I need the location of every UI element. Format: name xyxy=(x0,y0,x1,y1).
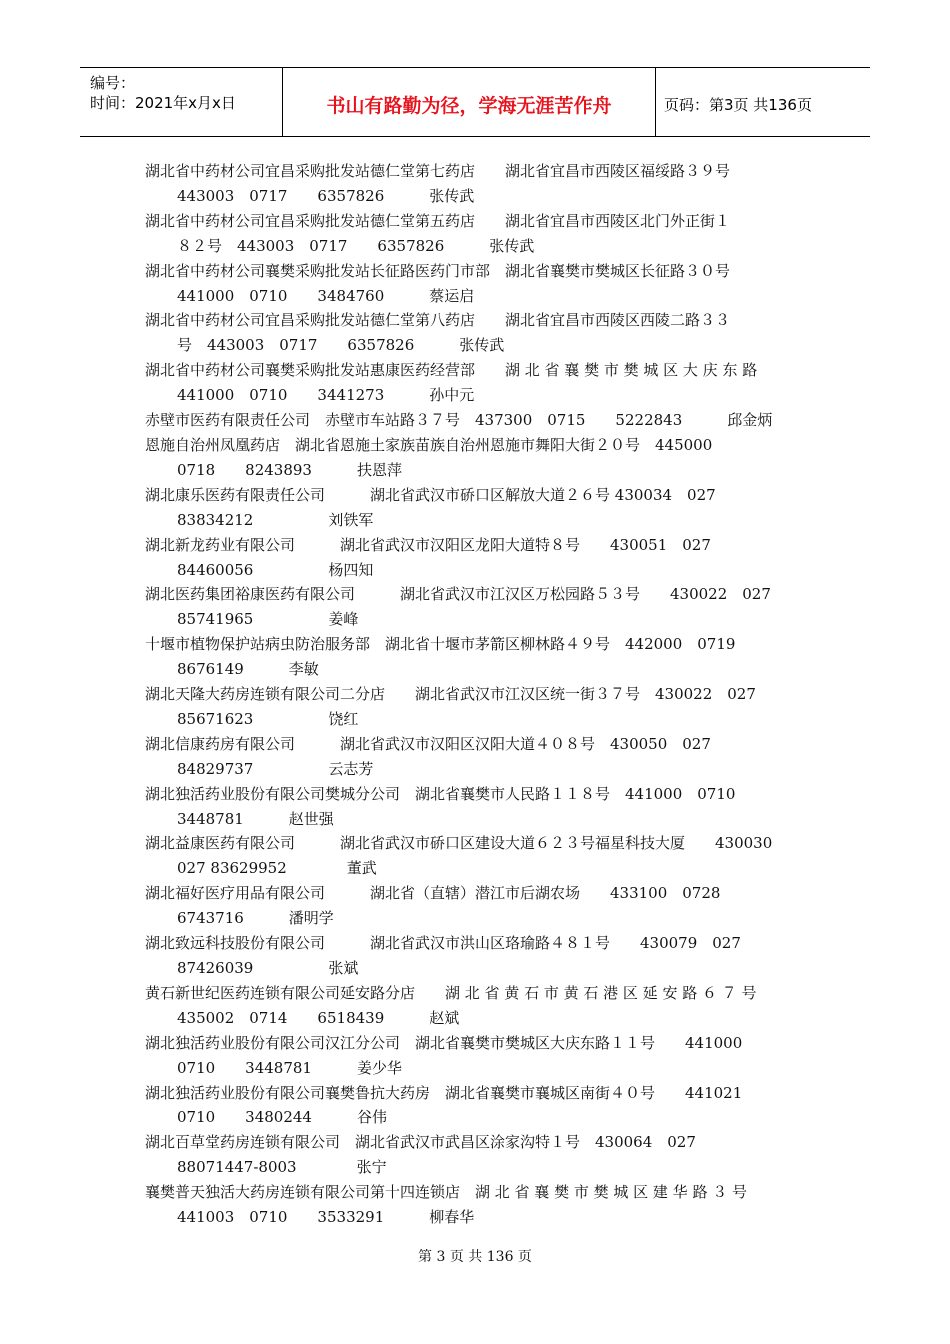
directory-list xyxy=(145,159,805,1230)
entry-line1: 湖北独活药业股份有限公司樊城分公司 湖北省襄樊市人民路１１８号 441000 0710 xyxy=(145,784,736,803)
entry-line1: 湖北医药集团裕康医药有限公司 湖北省武汉市江汉区万松园路５３号 430022 027 xyxy=(145,585,771,604)
entry-line1: 湖北省中药材公司襄樊采购批发站惠康医药经营部 湖 北 省 襄 樊 市 樊 城 区 大 庆 东 路 xyxy=(145,361,758,380)
entry-line1: 湖北省中药材公司宜昌采购批发站德仁堂第五药店 湖北省宜昌市西陵区北门外正街１ xyxy=(145,211,731,230)
entry-line1: 湖北独活药业股份有限公司汉江分公司 湖北省襄樊市樊城区大庆东路１１号 441000 xyxy=(145,1033,743,1052)
entry-line1: 湖北独活药业股份有限公司襄樊鲁抗大药房 湖北省襄樊市襄城区南街４０号 441021 xyxy=(145,1083,743,1102)
entry-line2: 0710 3480244 谷伟 xyxy=(177,1108,387,1127)
page-footer: 第 3 页 共 136 页 xyxy=(418,1249,532,1265)
entry-line1: 赤壁市医药有限责任公司 赤壁市车站路３７号 437300 0715 5222843 邱金炳 xyxy=(145,411,773,430)
header-meta xyxy=(80,68,283,136)
entry-line1: 湖北百草堂药房连锁有限公司 湖北省武汉市武昌区涂家沟特１号 430064 027 xyxy=(145,1133,696,1152)
entry-line1: 湖北天隆大药房连锁有限公司二分店 湖北省武汉市江汉区统一街３７号 430022 027 xyxy=(145,685,756,704)
header-page-info: 页码：第3页 共136页 xyxy=(664,95,812,114)
list-item xyxy=(145,931,805,981)
list-item xyxy=(145,209,805,259)
entry-line1: 湖北福好医疗用品有限公司 湖北省（直辖）潜江市后湖农场 433100 0728 xyxy=(145,884,721,903)
entry-line2: 85671623 饶红 xyxy=(177,709,359,728)
list-item xyxy=(145,831,805,881)
entry-line1: 湖北省中药材公司襄樊采购批发站长征路医药门市部 湖北省襄樊市樊城区长征路３０号 xyxy=(145,261,731,280)
date-label: 时间：2021年x月x日 xyxy=(90,94,236,112)
entry-line2: 88071447-8003 张宁 xyxy=(177,1158,387,1177)
entry-line2: 84829737 云志芳 xyxy=(177,759,374,778)
entry-line2: 85741965 姜峰 xyxy=(177,610,359,629)
list-item xyxy=(145,408,805,433)
list-item xyxy=(145,533,805,583)
list-item xyxy=(145,981,805,1031)
entry-line2: 441000 0710 3484760 蔡运启 xyxy=(177,286,475,305)
entry-line1: 湖北省中药材公司宜昌采购批发站德仁堂第七药店 湖北省宜昌市西陵区福绥路３９号 xyxy=(145,162,731,180)
entry-line2: 443003 0717 6357826 张传武 xyxy=(177,186,475,205)
entry-line1: 恩施自治州凤凰药店 湖北省恩施土家族苗族自治州恩施市舞阳大街２０号 445000 xyxy=(145,435,713,454)
list-item xyxy=(145,433,805,483)
entry-line2: 0718 8243893 扶恩萍 xyxy=(177,460,402,479)
list-item xyxy=(145,582,805,632)
list-item xyxy=(145,159,805,209)
entry-line1: 湖北信康药房有限公司 湖北省武汉市汉阳区汉阳大道４０８号 430050 027 xyxy=(145,734,711,753)
entry-line2: 8676149 李敏 xyxy=(177,660,319,679)
entry-line1: 湖北康乐医药有限责任公司 湖北省武汉市硚口区解放大道２６号 430034 027 xyxy=(145,485,716,504)
header-motto: 书山有路勤为径，学海无涯苦作舟 xyxy=(283,68,656,136)
entry-line2: 441000 0710 3441273 孙中元 xyxy=(177,386,475,405)
list-item xyxy=(145,1180,805,1230)
entry-line2: ８２号 443003 0717 6357826 张传武 xyxy=(177,236,535,255)
entry-line1: 湖北致远科技股份有限公司 湖北省武汉市洪山区珞瑜路４８１号 430079 027 xyxy=(145,934,741,953)
entry-line2: 号 443003 0717 6357826 张传武 xyxy=(177,336,505,355)
entry-line2: 441003 0710 3533291 柳春华 xyxy=(177,1208,475,1227)
list-item xyxy=(145,632,805,682)
entry-line2: 0710 3448781 姜少华 xyxy=(177,1058,402,1077)
list-item xyxy=(145,358,805,408)
entry-line1: 十堰市植物保护站病虫防治服务部 湖北省十堰市茅箭区柳林路４９号 442000 0719 xyxy=(145,635,736,654)
number-label: 编号： xyxy=(90,74,136,92)
list-item xyxy=(145,782,805,832)
list-item xyxy=(145,1031,805,1081)
list-item xyxy=(145,1081,805,1131)
page-header xyxy=(80,67,870,137)
entry-line2: 3448781 赵世强 xyxy=(177,809,334,828)
list-item xyxy=(145,1130,805,1180)
list-item xyxy=(145,682,805,732)
entry-line1: 湖北新龙药业有限公司 湖北省武汉市汉阳区龙阳大道特８号 430051 027 xyxy=(145,535,711,554)
list-item xyxy=(145,483,805,533)
list-item xyxy=(145,732,805,782)
list-item xyxy=(145,881,805,931)
entry-line2: 6743716 潘明学 xyxy=(177,909,334,928)
entry-line1: 湖北益康医药有限公司 湖北省武汉市硚口区建设大道６２３号福星科技大厦 430030 xyxy=(145,834,773,853)
entry-line1: 襄樊普天独活大药房连锁有限公司第十四连锁店 湖 北 省 襄 樊 市 樊 城 区 建 华 路 ３ 号 xyxy=(145,1183,747,1202)
entry-line1: 黄石新世纪医药连锁有限公司延安路分店 湖 北 省 黄 石 市 黄 石 港 区 延 安 路 ６ ７ 号 xyxy=(145,983,757,1002)
entry-line2: 84460056 杨四知 xyxy=(177,560,374,579)
entry-line2: 435002 0714 6518439 赵斌 xyxy=(177,1008,460,1027)
list-item xyxy=(145,308,805,358)
entry-line2: 027 83629952 董武 xyxy=(177,859,377,878)
entry-line2: 87426039 张斌 xyxy=(177,959,359,977)
list-item xyxy=(145,259,805,309)
entry-line1: 湖北省中药材公司宜昌采购批发站德仁堂第八药店 湖北省宜昌市西陵区西陵二路３３ xyxy=(145,311,731,330)
entry-line2: 83834212 刘铁军 xyxy=(177,510,374,529)
